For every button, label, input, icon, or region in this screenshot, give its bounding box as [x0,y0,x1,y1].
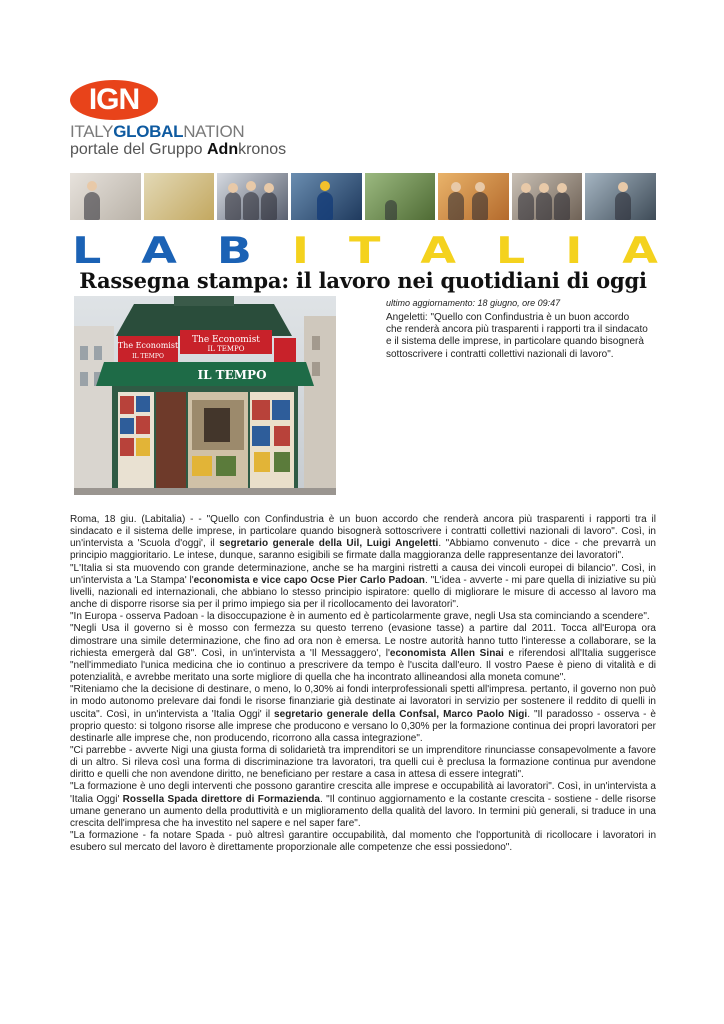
photo-agriculture [365,173,436,220]
wordmark-letter: A [622,228,658,272]
paragraph: "Negli Usa il governo si è mosso con fermezza su questo terreno (evasione tasse) a partire dal 2011. Tocca all'Europa ora dimostrare una simile determinazione, che fino ad ora non è emersa. Le nostre autorità hanno tutto l'interesse a collaborare, se la richiesta emergerà dal G8". Così, in un'intervista a 'Il Messaggero', l'economista Allen Sinai e riferendosi all'Italia suggerisce "nell'immediato l'unica medicina che io continuo a prescrivere da tempo è l'uscita dall'euro. Il vostro Paese è pieno di vitalità e di potenzialità, e avrebbe meritato una sorte migliore di quella che ha incontrato allineandosi alla moneta comune". [70,623,656,684]
highlight-name: segretario generale della Confsal, Marco Paolo Nigi [273,708,528,720]
wordmark-letter: B [216,228,252,272]
article-title: Rassegna stampa: il lavoro nei quotidiani di oggi [79,268,647,293]
photo-doctor [70,173,141,220]
last-update: ultimo aggiornamento: 18 giugno, ore 09:47 [386,298,561,308]
wordmark-letter: I [565,228,583,272]
logo-name: ITALYGLOBALNATION [70,122,245,141]
wordmark-letter: T [348,228,381,272]
highlight-name: segretario generale della Uil, Luigi Angeletti [219,538,439,550]
photo-technician [585,173,656,220]
ign-logo-mark: IGN [70,80,158,120]
sign-economist-right: The Economist [192,335,260,345]
sign-iltempo-awning: IL TEMPO [197,368,267,382]
photo-worker-helmet [291,173,362,220]
wordmark-letter: A [141,228,177,272]
highlight-name: economista e vice capo Ocse Pier Carlo Padoan [193,574,425,586]
photo-pen [144,173,215,220]
wordmark-letter: L [72,228,102,272]
paragraph: "La formazione - fa notare Spada - può altresì garantire occupabilità, dal momento che l'opportunità di ricollocare i lavoratori in esubero sul mercato del lavoro è direttamente proporzionale alle competenze che essi possiedono". [70,830,656,854]
sign-iltempo-right: IL TEMPO [207,345,245,353]
ign-logo[interactable] [70,80,300,159]
photo-call-center [438,173,509,220]
sign-iltempo-left: IL TEMPO [132,353,164,360]
wordmark-letter: A [420,228,456,272]
paragraph: "L'Italia si sta muovendo con grande determinazione, anche se ha margini ristretti a causa dei vincoli europei di bilancio". Così, in un'intervista a 'La Stampa' l'economista e vice capo Ocse Pier Carlo Padoan. "L'idea - avverte - mi pare quella di iniziative su più livelli, nazionali ed internazionali, che abbiano lo stesso principio ispiratore: quello di migliorare le misure di accesso al lavoro ma anche di disporre risorse sia per il primo impiego sia per il ricollocamento dei lavoratori". [70,562,656,611]
article-lead: Angeletti: "Quello con Confindustria è un buon accordo che renderà ancora più trasparenti i rapporti tra il sindacato e il sistema delle imprese, in particolare quando bisognerà sottoscrivere i contratti collettivi nazionali di lavoro". [386,312,648,360]
paragraph: "In Europa - osserva Padoan - la disoccupazione è in aumento ed è particolarmente grave, negli Usa sta cominciando a scendere". [70,611,650,623]
photo-business-team [217,173,288,220]
photo-strip [70,173,656,220]
photo-meeting [512,173,583,220]
paragraph: "La formazione è uno degli interventi che possono garantire crescita alle imprese e occupabilità ai lavoratori". Così, in un'intervista a 'Italia Oggi' Rossella Spada direttore di Formazienda. "Il continuo aggiornamento e la costante crescita - sostiene - delle risorse umane generano un aumento della produttività e un miglioramento della qualità del lavoro. In termini più generali, si traduce in una crescita dell'impresa che ha investito nel sapere e nel saper fare". [70,781,656,829]
article-body [70,514,656,854]
paragraph: "Riteniamo che la decisione di destinare, o meno, lo 0,30% ai fondi interprofessionali spetti all'impresa. pertanto, il governo non può in modo autonomo prelevare dai fondi le risorse finanziarie già destinate ai lavoratori in servizio per sostenere il reddito di quelli in uscita". Così, in un'intervista a 'Italia Oggi' il segretario generale della Confsal, Marco Paolo Nigi. "Il paradosso - osserva - è proprio questo: si tolgono risorse alle imprese che producono e versano lo 0,30% per la formazione continua dei propri lavoratori per destinarle alle imprese che, non producendo, ricorrono alla cassa integrazione". [70,684,656,744]
highlight-name: economista Allen Sinai [389,647,504,659]
logo-subtitle: portale del Gruppo Adnkronos [70,141,287,158]
highlight-name: Rossella Spada direttore di Formazienda [122,793,321,805]
labitalia-wordmark[interactable] [72,226,658,274]
wordmark-letter: L [495,228,526,272]
newsstand-photo [74,296,336,495]
paragraph: "Ci parrebbe - avverte Nigi una giusta forma di solidarietà tra imprenditori se un imprenditore rinunciasse consapevolmente a favore di un altro. Si rileva così una forma di discriminazione tra lavoratori, tra quelli cui è preclusa la formazione continua pur avendone diritto e quelli che non avendone diritto, ne beneficiano per restare a casa in attesa di essere integrati". [70,744,656,781]
paragraph: Roma, 18 giu. (Labitalia) - - "Quello con Confindustria è un buon accordo che renderà ancora più trasparenti i rapporti tra il sindacato e il sistema delle imprese, in particolare quando bisognerà sottoscrivere i contratti collettivi nazionali di lavoro". Così, in un'intervista a 'Scuola d'oggi', il segretario generale della Uil, Luigi Angeletti. "Abbiamo convenuto - dice - che prevarrà un principio maggioritario. Le intese, dunque, saranno esigibili se firmate dalla maggioranza delle rappresentanze dei lavoratori". [70,514,656,562]
sign-economist-left: The Economist [117,341,179,350]
wordmark-letter: I [291,228,310,272]
